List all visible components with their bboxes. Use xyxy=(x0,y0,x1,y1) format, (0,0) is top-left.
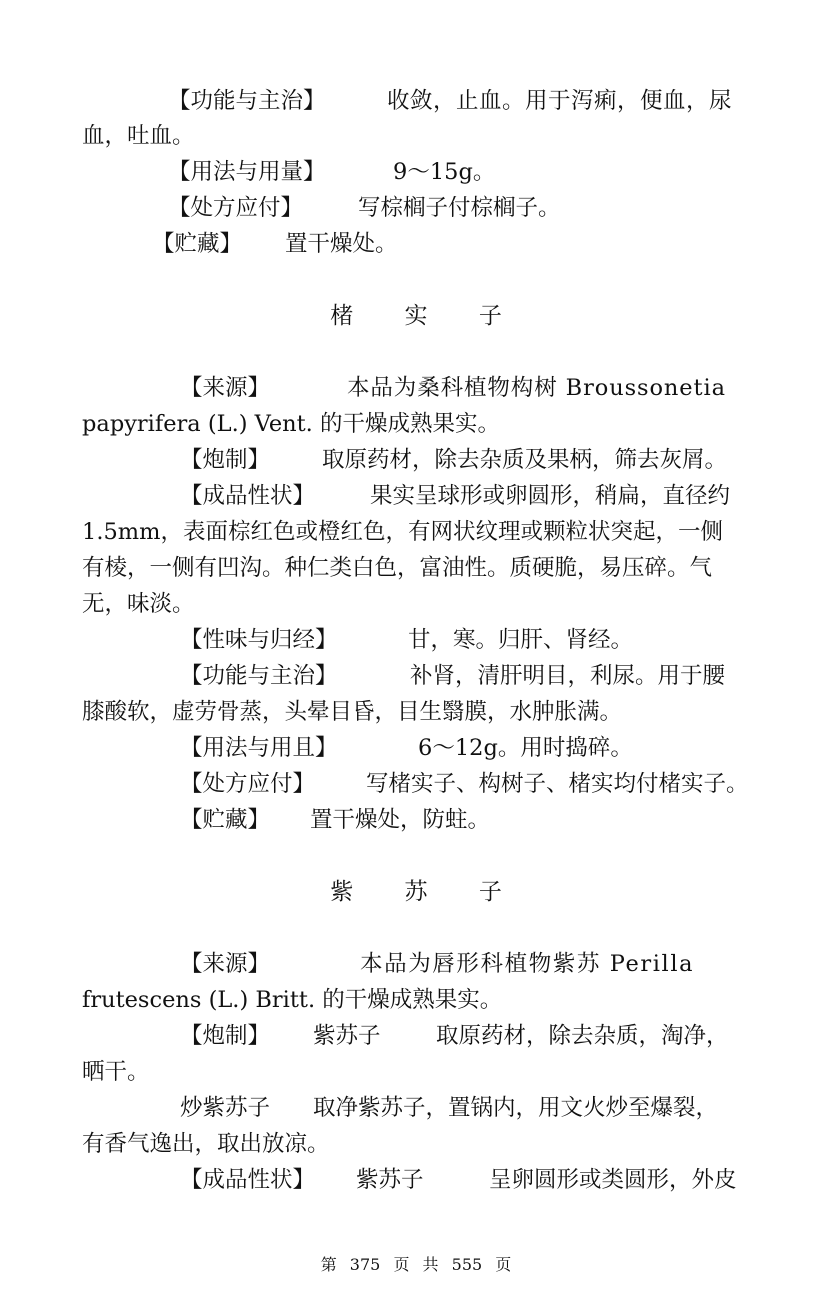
rx-label: 【处方应付】 xyxy=(168,195,304,221)
usage-text: 9～15g。 xyxy=(393,159,496,185)
taste-label: 【性味与归经】 xyxy=(180,627,338,653)
title-char: 紫 xyxy=(330,879,354,905)
props-cont1-line xyxy=(0,517,832,547)
store-label: 【贮藏】 xyxy=(152,231,243,257)
prep2-sub: 紫苏子 xyxy=(313,1023,381,1049)
source2-text: 本品为唇形科植物紫苏 Perilla xyxy=(360,951,695,977)
usage2-label: 【用法与用且】 xyxy=(180,735,338,761)
usage2-text: 6～12g。用时捣碎。 xyxy=(418,735,633,761)
func2-cont-line xyxy=(0,697,832,727)
usage2-line xyxy=(0,733,832,763)
source2-line xyxy=(0,949,832,979)
props-text: 果实呈球形或卵圆形，稍扁，直径约 xyxy=(370,483,731,509)
rx2-label: 【处方应付】 xyxy=(180,771,316,797)
props-line xyxy=(0,481,832,511)
rx2-line xyxy=(0,769,832,799)
store2-label: 【贮藏】 xyxy=(180,807,271,833)
func2-label: 【功能与主治】 xyxy=(180,663,338,689)
source2-cont: frutescens (L.) Britt. 的干燥成熟果实。 xyxy=(82,987,503,1013)
func-label: 【功能与主治】 xyxy=(168,88,326,114)
footer-suffix: 页 xyxy=(495,1255,512,1274)
title-char: 楮 xyxy=(330,303,354,329)
fry-cont-line xyxy=(0,1129,832,1159)
title-char: 实 xyxy=(404,303,428,329)
footer-mid2: 共 xyxy=(422,1255,439,1274)
footer-page-number: 375 xyxy=(349,1255,381,1274)
func2-text: 补肾，清肝明目，利尿。用于腰 xyxy=(410,663,726,689)
props-cont2-line xyxy=(0,553,832,583)
prep2-cont-line xyxy=(0,1057,832,1087)
prep2-line xyxy=(0,1021,832,1051)
fry-line xyxy=(0,1093,832,1123)
source-label: 【来源】 xyxy=(180,375,271,401)
section-title-zisuzi xyxy=(0,877,832,907)
props-cont1: 1.5mm，表面棕红色或橙红色，有网状纹理或颗粒状突起，一侧 xyxy=(82,519,723,545)
page-footer xyxy=(0,1255,832,1275)
rx-line xyxy=(0,193,832,223)
title-char: 子 xyxy=(478,303,502,329)
source-line xyxy=(0,373,832,403)
store2-line xyxy=(0,805,832,835)
func-cont: 血，吐血。 xyxy=(82,123,195,149)
func-line xyxy=(0,86,832,116)
prep2-label: 【炮制】 xyxy=(180,1023,271,1049)
footer-total-pages: 555 xyxy=(451,1255,483,1274)
title-char: 子 xyxy=(478,879,502,905)
footer-mid1: 页 xyxy=(393,1255,410,1274)
func-cont-line xyxy=(0,121,832,151)
prep2-cont: 晒干。 xyxy=(82,1059,150,1085)
prep-text: 取原药材，除去杂质及果柄，筛去灰屑。 xyxy=(322,447,728,473)
props-cont3-line xyxy=(0,589,832,619)
footer-prefix: 第 xyxy=(320,1255,337,1274)
taste-text: 甘，寒。归肝、肾经。 xyxy=(408,627,634,653)
prep-label: 【炮制】 xyxy=(180,447,271,473)
source-cont-line xyxy=(0,409,832,439)
source-text: 本品为桑科植物构树 Broussonetia xyxy=(347,375,726,401)
store-line xyxy=(0,229,832,259)
prep2-text: 取原药材，除去杂质，淘净， xyxy=(436,1023,729,1049)
props2-label: 【成品性状】 xyxy=(180,1167,316,1193)
taste-line xyxy=(0,625,832,655)
section-title-chushizi xyxy=(0,301,832,331)
store2-text: 置干燥处，防蛀。 xyxy=(310,807,491,833)
title-char: 苏 xyxy=(404,879,428,905)
source2-cont-line xyxy=(0,985,832,1015)
usage-line xyxy=(0,157,832,187)
fry-cont: 有香气逸出，取出放凉。 xyxy=(82,1131,330,1157)
source2-label: 【来源】 xyxy=(180,951,271,977)
func2-line xyxy=(0,661,832,691)
source-cont: papyrifera (L.) Vent. 的干燥成熟果实。 xyxy=(82,411,500,437)
props2-text: 呈卵圆形或类圆形，外皮 xyxy=(489,1167,737,1193)
props2-line xyxy=(0,1165,832,1195)
func-text: 收敛，止血。用于泻痢，便血，尿 xyxy=(387,88,733,114)
rx2-text: 写楮实子、构树子、楮实均付楮实子。 xyxy=(366,771,749,797)
props-cont2: 有棱，一侧有凹沟。种仁类白色，富油性。质硬脆，易压碎。气 xyxy=(82,555,713,581)
store-text: 置干燥处。 xyxy=(285,231,398,257)
fry-label: 炒紫苏子 xyxy=(180,1095,271,1121)
props-label: 【成品性状】 xyxy=(180,483,316,509)
fry-text: 取净紫苏子，置锅内，用文火炒至爆裂， xyxy=(313,1095,719,1121)
props2-sub: 紫苏子 xyxy=(356,1167,424,1193)
props-cont3: 无，味淡。 xyxy=(82,591,195,617)
prep-line xyxy=(0,445,832,475)
func2-cont: 膝酸软，虚劳骨蒸，头晕目昏，目生翳膜，水肿胀满。 xyxy=(82,699,623,725)
rx-text: 写棕榈子付棕榈子。 xyxy=(358,195,561,221)
usage-label: 【用法与用量】 xyxy=(168,159,326,185)
